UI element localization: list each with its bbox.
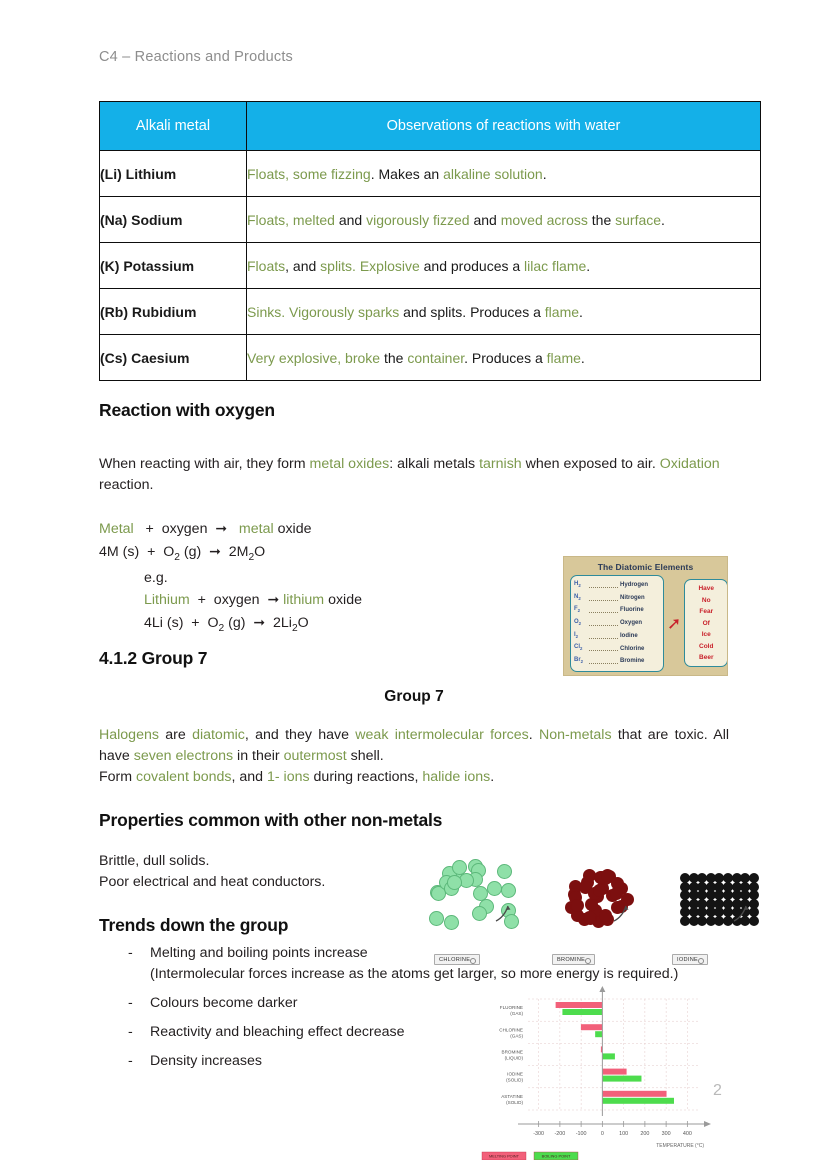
dotted-leader [589, 619, 618, 626]
list-item-text: Colours become darker [150, 995, 298, 1011]
bar-boiling-point [562, 1009, 602, 1015]
element-name: Oxygen [620, 620, 643, 627]
paragraph-halogens [99, 725, 729, 788]
plain-text: . Produces a [464, 349, 547, 366]
highlighted-term: Floats, melted [247, 211, 335, 228]
highlighted-term: flame [546, 349, 581, 366]
element-name: Hydrogen [620, 582, 649, 589]
table-body [100, 151, 761, 381]
x-tick-label: 100 [619, 1131, 629, 1137]
bullet-dash: - [128, 1024, 133, 1040]
bullet-dash: - [128, 995, 133, 1011]
mnemonic-word: Have [698, 585, 715, 593]
mnemonic-word: Beer [699, 653, 714, 661]
table-row [100, 289, 761, 335]
plain-text: are [158, 727, 193, 743]
plain-text: . [528, 727, 539, 743]
plain-text: . [490, 769, 495, 785]
iodine-particles [664, 857, 768, 939]
plain-text: and splits. Produces a [399, 303, 545, 320]
x-axis-label: TEMPERATURE (°C) [656, 1143, 704, 1149]
cell-observation [247, 335, 761, 381]
plain-text: reaction. [99, 477, 154, 493]
mnemonic-word: Fear [699, 608, 714, 616]
chart-svg [470, 985, 715, 1160]
dotted-leader [589, 581, 618, 588]
highlighted-term: Floats [247, 257, 286, 274]
list-item-text: Melting and boiling points increase (Intermolecular forces increase as the atoms get larger, so more energy is required.) [150, 943, 748, 985]
table-row [100, 335, 761, 381]
cell-alkali-metal: (Cs) Caesium [100, 335, 247, 381]
particle [599, 909, 612, 922]
particle [501, 883, 516, 898]
legend-label: MELTING POINT [489, 1153, 519, 1159]
plain-text: . [542, 165, 547, 182]
category-state-label: (GAS) [510, 1011, 523, 1017]
element-symbol: $F_2$ [574, 606, 581, 614]
diatomic-element-row [574, 592, 660, 605]
highlighted-term: Sinks. Vigorously sparks [247, 303, 400, 320]
particle [447, 875, 462, 890]
diatomic-figure-title: The Diatomic Elements [597, 562, 694, 572]
heading-group-7: 4.1.2 Group 7 [99, 648, 208, 668]
pointer-arrow-icon [732, 901, 754, 923]
category-label: BROMINE [501, 1049, 523, 1055]
category-state-label: (SOLID) [506, 1099, 523, 1105]
x-axis-arrow [704, 1121, 711, 1127]
element-name: Iodine [620, 632, 638, 639]
bar-boiling-point [602, 1076, 641, 1082]
equation-word-general: Metal + oxygen ➞ metal oxide [99, 520, 312, 537]
cell-alkali-metal: (Na) Sodium [100, 197, 247, 243]
plain-text: the [587, 211, 616, 228]
plain-text: . [579, 303, 583, 320]
highlighted-term: vigorously fizzed [366, 211, 470, 228]
highlighted-term: 1- ions [267, 769, 310, 785]
highlighted-term: Very explosive, broke [247, 349, 381, 366]
plain-text: . [661, 211, 665, 228]
plain-text: and [334, 211, 367, 228]
equation-word-general-metal: Metal [99, 521, 134, 537]
list-item [128, 943, 748, 985]
highlighted-term: seven electrons [133, 748, 234, 764]
equation-symbol-example: 4Li $(s) + O_2$ (g) ➞ $2Li_2O$ [144, 613, 309, 634]
element-symbol: $H_2$ [574, 581, 581, 589]
bullet-dash: - [128, 1053, 133, 1069]
element-symbol: $Cl_2$ [574, 644, 583, 652]
cell-observation [247, 243, 761, 289]
plain-text: , and they have [244, 727, 356, 743]
table-header-row [100, 102, 761, 151]
highlighted-term: covalent bonds [136, 769, 232, 785]
plain-text: , and [231, 769, 267, 785]
particle [429, 911, 444, 926]
element-symbol: $O_2$ [574, 619, 582, 627]
diatomic-element-row [574, 617, 660, 630]
bar-boiling-point [602, 1098, 674, 1104]
category-state-label: (SOLID) [506, 1077, 523, 1083]
mnemonic-word: Of [702, 619, 710, 627]
equation-eg-label: e.g. [144, 569, 168, 586]
highlighted-term: weak intermolecular forces [355, 727, 529, 743]
bar-melting-point [581, 1024, 602, 1030]
table-row [100, 151, 761, 197]
bar-boiling-point [602, 1053, 615, 1059]
category-label: IODINE [507, 1071, 523, 1077]
particle-label-chlorine: CHLORINE [434, 954, 480, 965]
category-label: CHLORINE [499, 1027, 523, 1033]
particle-label-iodine: IODINE [672, 954, 708, 965]
legend-label: BOILING POINT [541, 1153, 571, 1159]
cell-observation [247, 197, 761, 243]
diatomic-element-row [574, 642, 660, 655]
plain-text: and [469, 211, 501, 228]
element-name: Nitrogen [620, 594, 645, 601]
element-symbol: $I_2$ [574, 631, 579, 639]
page-number: 2 [713, 1082, 722, 1099]
particle [444, 915, 459, 930]
x-tick-label: 0 [600, 1131, 604, 1137]
chlorine-particles [426, 857, 530, 939]
diatomic-element-row [574, 604, 660, 617]
highlighted-term: Oxidation [659, 456, 720, 472]
cell-observation [247, 151, 761, 197]
property-line: Poor electrical and heat conductors. [99, 874, 326, 890]
diatomic-mnemonic-list [684, 579, 728, 667]
diatomic-elements-figure [563, 556, 728, 676]
highlighted-term: lilac flame [524, 257, 587, 274]
particle [497, 864, 512, 879]
heading-reaction-with-oxygen: Reaction with oxygen [99, 400, 275, 420]
column-header-observations: Observations of reactions with water [247, 102, 761, 151]
column-header-alkali-metal: Alkali metal [100, 102, 247, 151]
highlighted-term: surface [615, 211, 662, 228]
dotted-leader [589, 657, 618, 664]
plain-text: during reactions, [309, 769, 423, 785]
element-name: Bromine [620, 658, 645, 665]
highlighted-term: Halogens [99, 727, 159, 743]
x-tick-label: 200 [640, 1131, 650, 1137]
highlighted-term: alkaline solution [443, 165, 543, 182]
property-line: Brittle, dull solids. [99, 853, 210, 869]
plain-text: that are toxic. All have [99, 727, 729, 764]
plain-text: when exposed to air. [521, 456, 660, 472]
bromine-particles [544, 857, 648, 939]
bar-melting-point [556, 1002, 603, 1008]
halogen-melting-boiling-chart [470, 985, 715, 1160]
dotted-leader [589, 594, 618, 601]
equations-block [99, 518, 362, 639]
highlighted-term: tarnish [479, 456, 522, 472]
x-tick-label: 400 [682, 1131, 692, 1137]
element-symbol: $Br_2$ [574, 657, 584, 665]
paragraph-properties [99, 851, 429, 893]
particle [472, 906, 487, 921]
alkali-metals-table [99, 101, 761, 381]
list-item-subtext: (Intermolecular forces increase as the atoms get larger, so more energy is required.) [150, 966, 679, 982]
list-item-text: Reactivity and bleaching effect decrease [150, 1024, 405, 1040]
table-row [100, 243, 761, 289]
diatomic-element-row [574, 579, 660, 592]
plain-text: When reacting with air, they form [99, 456, 310, 472]
highlighted-term: moved across [500, 211, 588, 228]
highlighted-term: metal oxides [309, 456, 390, 472]
x-tick-label: -200 [554, 1131, 566, 1137]
heading-trends-down-group: Trends down the group [99, 915, 289, 935]
highlighted-term: splits. Explosive [320, 257, 420, 274]
cell-alkali-metal: (Li) Lithium [100, 151, 247, 197]
pointer-arrow-icon [494, 901, 516, 923]
dotted-leader [589, 644, 618, 651]
equation-symbol-general: 4M $(s) + O_2$ (g) ➞ $2M_2O$ [99, 542, 266, 563]
bar-melting-point [602, 1091, 666, 1097]
x-tick-label: -100 [575, 1131, 587, 1137]
category-label: ASTATINE [501, 1093, 523, 1099]
mnemonic-word: Cold [699, 642, 714, 650]
heading-properties-non-metals: Properties common with other non-metals [99, 810, 443, 830]
dotted-leader [589, 606, 618, 613]
right-arrow-icon: ➚ [667, 613, 682, 633]
subheading-group-7: Group 7 [384, 688, 444, 705]
plain-text: . Makes an [370, 165, 444, 182]
diatomic-element-list [570, 575, 664, 672]
plain-text: and produces a [419, 257, 525, 274]
category-label: FLUORINE [499, 1005, 523, 1011]
x-tick-label: -300 [533, 1131, 545, 1137]
element-name: Chlorine [620, 645, 645, 652]
x-tick-label: 300 [661, 1131, 671, 1137]
cell-alkali-metal: (K) Potassium [100, 243, 247, 289]
plain-text: . [586, 257, 591, 274]
cell-alkali-metal: (Rb) Rubidium [100, 289, 247, 335]
diatomic-element-row [574, 655, 660, 668]
list-item-text: Density increases [150, 1053, 262, 1069]
category-state-label: (LIQUID) [504, 1055, 523, 1061]
highlighted-term: halide ions [422, 769, 491, 785]
dotted-leader [589, 632, 618, 639]
pointer-arrow-icon [612, 901, 634, 923]
highlighted-term: flame [544, 303, 580, 320]
paragraph-reaction-oxygen [99, 454, 734, 496]
bar-melting-point [602, 1069, 626, 1075]
plain-text: : alkali metals [389, 456, 480, 472]
highlighted-term: diatomic [192, 727, 245, 743]
y-axis-arrow [599, 986, 605, 992]
highlighted-term: Floats, some fizzing [247, 165, 371, 182]
highlighted-term: container [407, 349, 465, 366]
plain-text: . [580, 349, 585, 366]
mnemonic-word: Ice [701, 631, 711, 639]
plain-text: , and [285, 257, 321, 274]
bar-boiling-point [595, 1031, 602, 1037]
table-row [100, 197, 761, 243]
plain-text: in their [233, 748, 284, 764]
page-title: C4 – Reactions and Products [99, 49, 294, 65]
particle [585, 898, 598, 911]
diatomic-element-row [574, 630, 660, 643]
element-name: Fluorine [620, 607, 644, 614]
plain-text: the [380, 349, 408, 366]
plain-text: Form [99, 769, 137, 785]
highlighted-term: Non-metals [539, 727, 612, 743]
mnemonic-word: No [701, 596, 711, 604]
equation-word-example: Lithium + oxygen ➞ lithium oxide [144, 591, 362, 609]
bullet-dash: - [128, 945, 133, 961]
element-symbol: $N_2$ [574, 593, 581, 601]
particle [593, 884, 606, 897]
highlighted-term: outermost [283, 748, 347, 764]
plain-text: shell. [346, 748, 384, 764]
particle-label-bromine: BROMINE [552, 954, 595, 965]
cell-observation [247, 289, 761, 335]
particle [487, 881, 502, 896]
category-state-label: (GAS) [510, 1033, 523, 1039]
